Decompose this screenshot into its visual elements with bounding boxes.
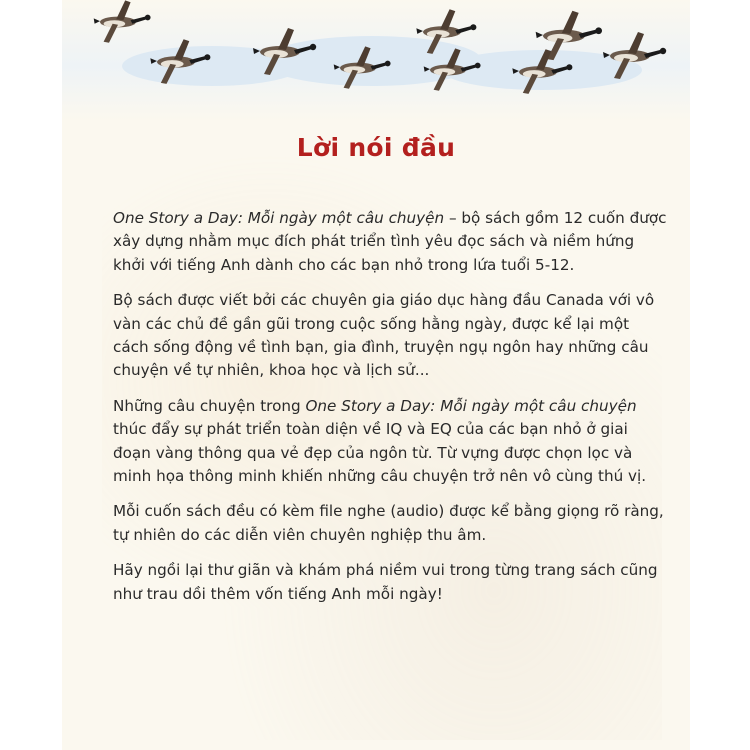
book-title-italic: One Story a Day: Mỗi ngày một câu chuyện bbox=[305, 396, 637, 415]
goose-icon bbox=[603, 32, 666, 79]
paragraph-2: Bộ sách được viết bởi các chuyên gia giáo dục hàng đầu Canada với vô vàn các chủ đề gần gũi trong cuộc sống hằng ngày, được kể lại một cách sống động về tình bạn, gia đình, truyện ngụ ngôn hay những câu chuyện về tự nhiên, khoa học và lịch sử... bbox=[113, 291, 655, 380]
paragraph-3 bbox=[113, 395, 669, 489]
paragraph-5: Hãy ngồi lại thư giãn và khám phá niềm vui trong từng trang sách cũng như trau dồi thêm vốn tiếng Anh mỗi ngày! bbox=[113, 561, 658, 603]
paragraph-3-start: Những câu chuyện trong bbox=[113, 396, 306, 415]
paragraph-3-text: thúc đẩy sự phát triển toàn diện về IQ và EQ của các bạn nhỏ ở giai đoạn vàng thông qua vẻ đẹp của ngôn từ. Từ vựng được chọn lọc và minh họa thông minh khiến những câu chuyện trở nên vô cùng thú vị. bbox=[113, 420, 647, 486]
book-title-italic: One Story a Day: Mỗi ngày một câu chuyện bbox=[113, 209, 445, 227]
goose-icon bbox=[512, 49, 572, 94]
goose-icon bbox=[416, 9, 476, 54]
preface-text bbox=[113, 207, 669, 618]
paragraph-1 bbox=[113, 207, 669, 277]
goose-icon bbox=[424, 48, 481, 90]
goose-icon bbox=[334, 46, 391, 88]
goose-icon bbox=[150, 39, 210, 84]
paragraph-4: Mỗi cuốn sách đều có kèm file nghe (audio) được kể bằng giọng rõ ràng, tự nhiên do các diễn viên chuyên nghiệp thu âm. bbox=[113, 502, 664, 544]
flying-geese-illustration bbox=[62, 0, 690, 110]
book-page bbox=[62, 0, 690, 750]
paragraph-1-text: – bộ sách gồm 12 cuốn được xây dựng nhằm mục đích phát triển tình yêu đọc sách và niềm hứng khởi với tiếng Anh dành cho các bạn nhỏ trong lứa tuổi 5-12. bbox=[113, 209, 667, 274]
goose-icon bbox=[94, 0, 151, 42]
goose-icon bbox=[253, 28, 316, 75]
page-title: Lời nói đầu bbox=[296, 133, 456, 162]
